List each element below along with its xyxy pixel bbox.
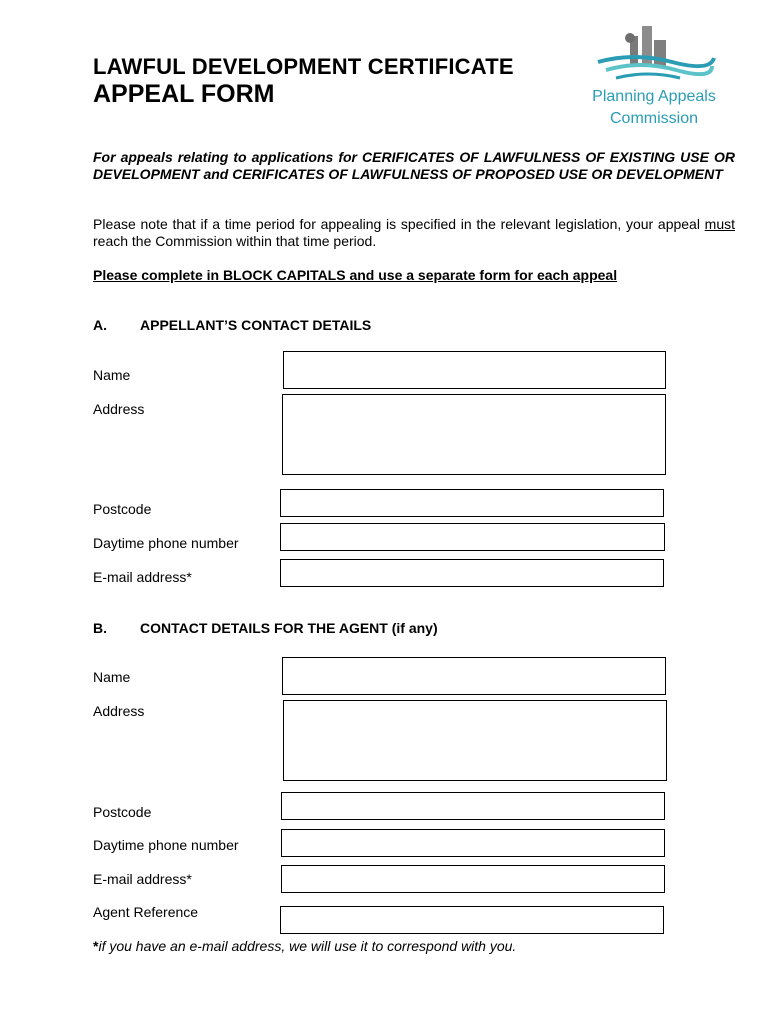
form-title-line1: LAWFUL DEVELOPMENT CERTIFICATE xyxy=(93,54,514,79)
logo-text-line2: Commission xyxy=(609,110,698,127)
time-period-note xyxy=(93,216,735,250)
email-footnote xyxy=(93,938,516,954)
agent-email-field[interactable] xyxy=(281,865,665,893)
section-b-letter: B. xyxy=(93,620,107,636)
appellant-address-label: Address xyxy=(93,401,145,417)
planning-appeals-logo xyxy=(584,22,724,132)
appellant-phone-label: Daytime phone number xyxy=(93,535,239,551)
appellant-email-field[interactable] xyxy=(280,559,664,587)
logo-graphic xyxy=(584,22,724,86)
note-text-start: Please note that if a time period for appealing is specified in the relevant legislation, your appeal xyxy=(93,216,705,232)
agent-name-label: Name xyxy=(93,669,131,685)
section-a-title: APPELLANT’S CONTACT DETAILS xyxy=(140,317,372,333)
appellant-postcode-field[interactable] xyxy=(280,489,664,517)
section-b-title: CONTACT DETAILS FOR THE AGENT (if any) xyxy=(140,620,438,636)
footnote-marker: * xyxy=(93,938,99,954)
appellant-address-field[interactable] xyxy=(282,394,666,475)
note-text-end: reach the Commission within that time period. xyxy=(93,233,377,249)
block-capitals-instruction: Please complete in BLOCK CAPITALS and use a separate form for each appeal xyxy=(93,267,618,283)
agent-postcode-field[interactable] xyxy=(281,792,665,820)
appellant-name-field[interactable] xyxy=(283,351,666,389)
section-a-letter: A. xyxy=(93,317,107,333)
agent-reference-field[interactable] xyxy=(280,906,664,934)
agent-reference-label: Agent Reference xyxy=(93,904,199,920)
logo-text-line1: Planning Appeals xyxy=(592,88,716,105)
appellant-email-label: E-mail address* xyxy=(93,569,192,585)
appellant-name-label: Name xyxy=(93,367,131,383)
appellant-phone-field[interactable] xyxy=(280,523,665,551)
agent-name-field[interactable] xyxy=(282,657,666,695)
agent-address-label: Address xyxy=(93,703,145,719)
appellant-postcode-label: Postcode xyxy=(93,501,152,517)
note-emphasis: must xyxy=(704,216,735,232)
agent-address-field[interactable] xyxy=(283,700,667,781)
agent-phone-field[interactable] xyxy=(281,829,665,857)
agent-phone-label: Daytime phone number xyxy=(93,837,239,853)
intro-text: For appeals relating to applications for CERIFICATES OF LAWFULNESS OF EXISTING USE OR DEVELOPMENT and CERIFICATES OF LAWFULNESS OF PROPOSED USE OR DEVELOPMENT xyxy=(93,149,735,182)
form-title-line2: APPEAL FORM xyxy=(93,80,275,108)
agent-email-label: E-mail address* xyxy=(93,871,192,887)
agent-postcode-label: Postcode xyxy=(93,804,152,820)
footnote-text: if you have an e-mail address, we will use it to correspond with you. xyxy=(98,938,517,954)
